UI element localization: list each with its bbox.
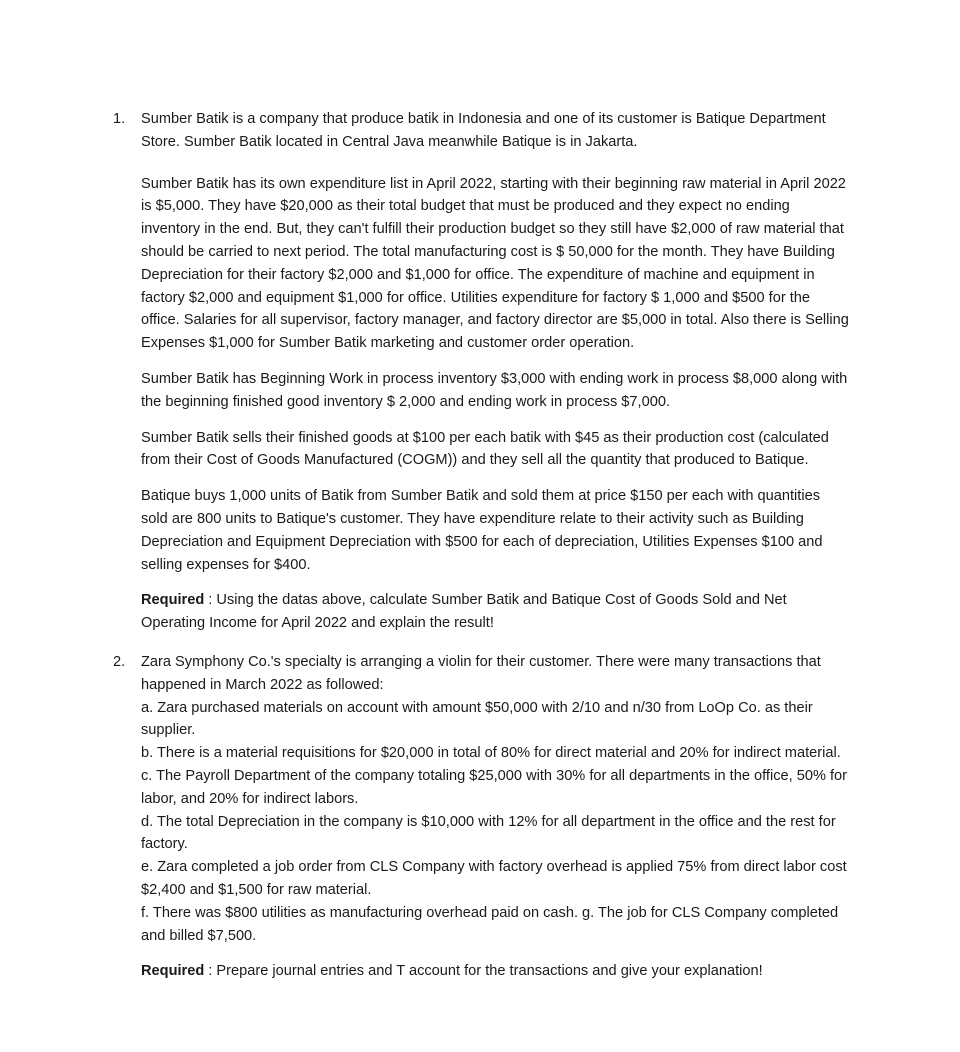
document-page [0,108,960,983]
paragraph: Zara Symphony Co.'s specialty is arranging a violin for their customer. There were many transactions that happened in March 2022 as followed: [141,653,821,693]
list-item: e. Zara completed a job order from CLS Company with factory overhead is applied 75% from direct labor cost $2,400 and $1,500 for raw material. [141,859,847,898]
question-number: 2. [113,653,126,670]
required-label: Required [141,963,205,980]
list-item: f. There was $800 utilities as manufacturing overhead paid on cash. g. The job for CLS Company completed and billed $7,500. [141,904,839,944]
question-2 [0,651,960,983]
paragraph: Sumber Batik has Beginning Work in process inventory $3,000 with ending work in process $8,000 along with the beginning finished good inventory $ 2,000 and ending work in process $7,000. [141,370,848,410]
required-text: : Using the datas above, calculate Sumber Batik and Batique Cost of Goods Sold and Net Operating Income for April 2022 and explain the result! [141,592,787,632]
list-item: a. Zara purchased materials on account with amount $50,000 with 2/10 and n/30 from LoOp Co. as their supplier. [141,699,813,739]
list-item: d. The total Depreciation in the company is $10,000 with 12% for all department in the office and the rest for factory. [141,813,836,853]
required-paragraph [141,960,850,983]
paragraph: Sumber Batik sells their finished goods at $100 per each batik with $45 as their production cost (calculated from their Cost of Goods Manufactured (COGM)) and they sell all the quantity that produced to Batique. [141,429,829,469]
list-item: b. There is a material requisitions for $20,000 in total of 80% for direct material and 20% for indirect material. [141,745,841,762]
required-label: Required [141,592,205,609]
list-item: c. The Payroll Department of the company totaling $25,000 with 30% for all departments in the office, 50% for labor, and 20% for indirect labors. [141,767,848,807]
question-1 [0,108,960,635]
paragraph: Sumber Batik is a company that produce batik in Indonesia and one of its customer is Batique Department Store. Sumber Batik located in Central Java meanwhile Batique is in Jakarta. [141,111,826,150]
paragraph: Sumber Batik has its own expenditure list in April 2022, starting with their beginning raw material in April 2022 is $5,000. They have $20,000 as their total budget that must be produced and they expect no ending inventory in the end. But, they can't fulfill their production budget so they still have $2,000 of raw material that should be carried to next period. The total manufacturing cost is $ 50,000 for the month. They have Building Depreciation for their factory $2,000 and $1,000 for office. The expenditure of machine and equipment in factory $2,000 and equipment $1,000 for office. Utilities expenditure for factory $ 1,000 and $500 for the office. Salaries for all supervisor, factory manager, and factory director are $5,000 in total. Also there is Selling Expenses $1,000 for Sumber Batik marketing and customer order operation. [141,175,849,352]
required-text: : Prepare journal entries and T account for the transactions and give your explanation! [204,963,763,980]
paragraph: Batique buys 1,000 units of Batik from Sumber Batik and sold them at price $150 per each with quantities sold are 800 units to Batique's customer. They have expenditure relate to their activity such as Building Depreciation and Equipment Depreciation with $500 for each of depreciation, Utilities Expenses $100 and selling expenses for $400. [141,488,823,573]
question-number: 1. [113,111,126,127]
required-paragraph [141,589,850,635]
